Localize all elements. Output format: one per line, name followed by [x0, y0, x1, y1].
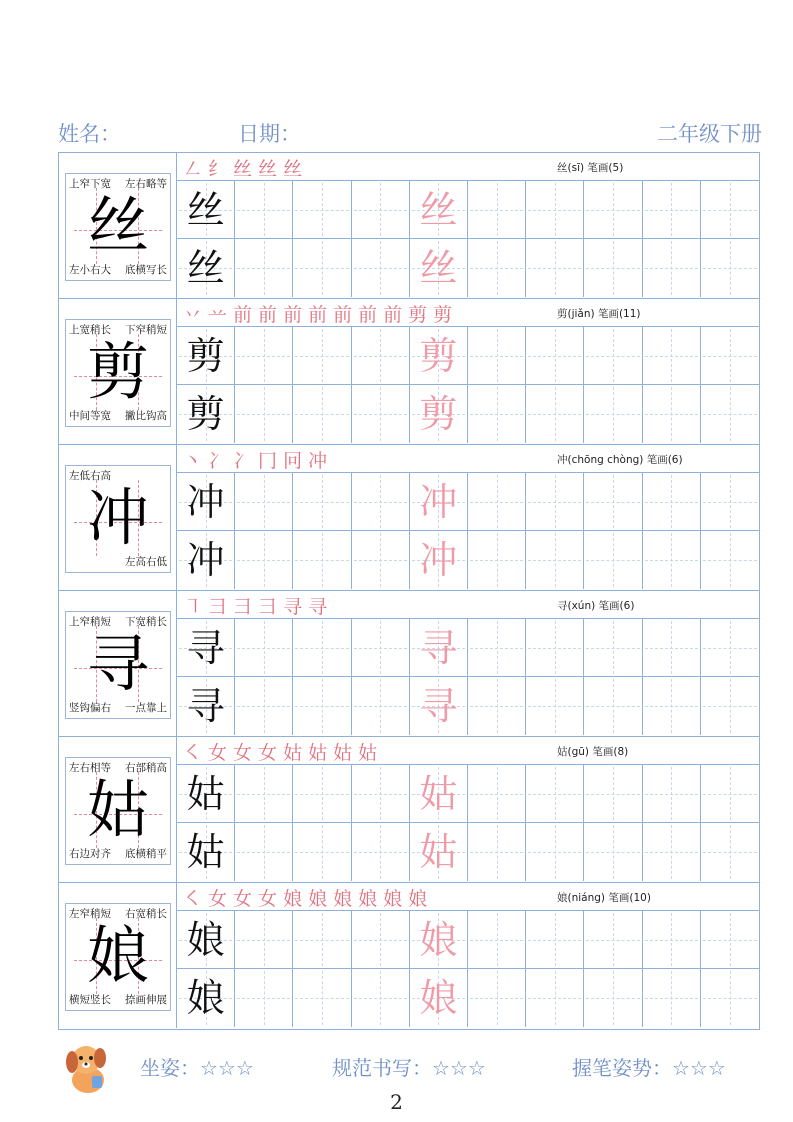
grade-label: 二年级下册	[657, 122, 762, 146]
practice-row	[177, 181, 759, 239]
practice-cell[interactable]	[701, 911, 759, 968]
practice-cell[interactable]	[701, 181, 759, 238]
stroke-step: 女	[208, 742, 234, 764]
practice-row	[177, 969, 759, 1027]
practice-cell[interactable]	[177, 385, 235, 443]
stroke-step: 姑	[308, 742, 334, 764]
example-character: 冲	[186, 480, 225, 524]
practice-cell[interactable]	[177, 677, 235, 735]
practice-cell[interactable]	[177, 181, 235, 238]
char-guide-card	[65, 611, 171, 719]
model-character: 冲	[86, 481, 149, 554]
practice-cell[interactable]	[643, 765, 701, 822]
practice-cell[interactable]	[293, 677, 351, 735]
puppy-mascot-icon	[58, 1040, 116, 1096]
stroke-step: ㇛	[183, 888, 209, 910]
practice-cell[interactable]	[584, 385, 642, 443]
char-guide-cell	[59, 737, 177, 882]
writing-tip: 左小右大	[69, 264, 111, 276]
stroke-step: 剪	[408, 304, 434, 326]
stroke-step: 前	[233, 304, 259, 326]
char-guide-card	[65, 903, 171, 1011]
stroke-order-row	[177, 737, 759, 765]
practice-sheet	[58, 152, 760, 1030]
stroke-step: 女	[258, 742, 284, 764]
example-character: 冲	[186, 538, 225, 582]
practice-cell[interactable]	[643, 823, 701, 881]
stroke-step: 前	[258, 304, 284, 326]
practice-cell[interactable]	[701, 239, 759, 297]
practice-cell[interactable]	[293, 619, 351, 676]
practice-cell[interactable]	[177, 969, 235, 1027]
stroke-sequence	[183, 446, 333, 473]
stroke-step: 彐	[258, 596, 284, 618]
char-block	[59, 737, 759, 883]
model-character: 剪	[86, 335, 149, 408]
practice-cell[interactable]	[584, 181, 642, 238]
stroke-step: 寻	[283, 596, 309, 618]
footer-ratings	[58, 1040, 762, 1092]
practice-cell[interactable]	[468, 969, 526, 1027]
practice-cell[interactable]	[584, 911, 642, 968]
rating-posture: 坐姿：☆☆☆	[140, 1056, 254, 1080]
practice-cell[interactable]	[235, 531, 293, 589]
writing-tip: 上窄稍短	[69, 616, 111, 628]
practice-cell[interactable]	[643, 327, 701, 384]
practice-cell[interactable]	[701, 531, 759, 589]
practice-cell[interactable]	[526, 385, 584, 443]
example-character: 剪	[186, 334, 225, 378]
practice-cell[interactable]	[410, 911, 468, 968]
practice-cell[interactable]	[643, 473, 701, 530]
stroke-step: 丶	[183, 450, 209, 472]
char-block	[59, 445, 759, 591]
char-guide-card	[65, 173, 171, 281]
practice-cell[interactable]	[526, 619, 584, 676]
practice-cell[interactable]	[701, 969, 759, 1027]
example-character: 寻	[186, 626, 225, 670]
practice-cell[interactable]	[177, 531, 235, 589]
writing-tip: 中间等宽	[69, 410, 111, 422]
practice-cell[interactable]	[468, 385, 526, 443]
practice-cell[interactable]	[293, 969, 351, 1027]
practice-cell[interactable]	[235, 181, 293, 238]
practice-cell[interactable]	[468, 765, 526, 822]
stroke-step: 丝	[233, 158, 259, 180]
stroke-step: 前	[333, 304, 359, 326]
practice-cell[interactable]	[584, 619, 642, 676]
practice-cell[interactable]	[293, 473, 351, 530]
practice-cell[interactable]	[352, 239, 410, 297]
model-character: 娘	[86, 919, 149, 992]
practice-cell[interactable]	[584, 765, 642, 822]
date-label: 日期：	[238, 122, 301, 146]
practice-cell[interactable]	[584, 531, 642, 589]
writing-tip: 左窄稍短	[69, 908, 111, 920]
practice-cell[interactable]	[293, 239, 351, 297]
practice-cell[interactable]	[526, 239, 584, 297]
practice-row	[177, 911, 759, 969]
practice-cell[interactable]	[468, 181, 526, 238]
practice-cell[interactable]	[410, 619, 468, 676]
example-character: 娘	[186, 918, 225, 962]
stroke-step: 娘	[283, 888, 309, 910]
stroke-sequence	[183, 154, 308, 181]
stroke-step: 纟	[208, 158, 234, 180]
stroke-order-row	[177, 299, 759, 327]
practice-row	[177, 473, 759, 531]
trace-character: 剪	[419, 392, 458, 436]
stroke-step: ㇛	[183, 742, 209, 764]
practice-cell[interactable]	[526, 181, 584, 238]
char-info: 冲(chōng chòng) 笔画(6)	[557, 454, 683, 466]
trace-character: 娘	[419, 976, 458, 1020]
stroke-step: 前	[383, 304, 409, 326]
model-character: 寻	[86, 627, 149, 700]
stroke-sequence	[183, 884, 433, 911]
practice-cell[interactable]	[526, 823, 584, 881]
writing-tip: 右宽稍长	[125, 908, 167, 920]
practice-cell[interactable]	[235, 327, 293, 384]
practice-cell[interactable]	[177, 823, 235, 881]
stroke-step: ㇜	[183, 158, 209, 180]
stroke-step: 冂	[258, 450, 284, 472]
stroke-step: 丝	[283, 158, 309, 180]
practice-cell[interactable]	[584, 327, 642, 384]
practice-cell[interactable]	[701, 385, 759, 443]
practice-cell[interactable]	[177, 765, 235, 822]
practice-cell[interactable]	[352, 969, 410, 1027]
practice-row	[177, 619, 759, 677]
practice-cell[interactable]	[235, 823, 293, 881]
char-block	[59, 299, 759, 445]
practice-cell[interactable]	[526, 677, 584, 735]
practice-cell[interactable]	[293, 181, 351, 238]
stroke-step: 剪	[433, 304, 459, 326]
example-character: 寻	[186, 684, 225, 728]
stroke-order-row	[177, 591, 759, 619]
char-info: 丝(sī) 笔画(5)	[557, 162, 624, 174]
practice-row	[177, 385, 759, 443]
stroke-order-row	[177, 445, 759, 473]
stroke-step: 䒑	[208, 304, 234, 326]
practice-cell[interactable]	[468, 677, 526, 735]
example-character: 娘	[186, 976, 225, 1020]
practice-cell[interactable]	[643, 385, 701, 443]
practice-cell[interactable]	[701, 327, 759, 384]
stroke-step: 冋	[283, 450, 309, 472]
stroke-step: 娘	[383, 888, 409, 910]
practice-cell[interactable]	[410, 531, 468, 589]
example-character: 丝	[186, 188, 225, 232]
writing-tip: 左低右高	[69, 470, 111, 482]
practice-cell[interactable]	[643, 181, 701, 238]
practice-cell[interactable]	[410, 969, 468, 1027]
practice-cell[interactable]	[468, 619, 526, 676]
practice-cell[interactable]	[352, 765, 410, 822]
practice-cell[interactable]	[293, 385, 351, 443]
stroke-step: 娘	[358, 888, 384, 910]
practice-cell[interactable]	[235, 473, 293, 530]
practice-cell[interactable]	[643, 911, 701, 968]
practice-cell[interactable]	[177, 619, 235, 676]
practice-cell[interactable]	[235, 619, 293, 676]
char-info: 剪(jiǎn) 笔画(11)	[557, 308, 641, 320]
stroke-step: 女	[233, 888, 259, 910]
practice-cell[interactable]	[584, 677, 642, 735]
writing-tip: 左右略等	[125, 178, 167, 190]
stroke-step: 彐	[233, 596, 259, 618]
stroke-sequence	[183, 738, 383, 765]
rating-writing: 规范书写：☆☆☆	[332, 1056, 486, 1080]
stroke-step: 娘	[333, 888, 359, 910]
practice-cell[interactable]	[410, 327, 468, 384]
practice-cell[interactable]	[235, 239, 293, 297]
practice-cell[interactable]	[643, 969, 701, 1027]
practice-cell[interactable]	[352, 911, 410, 968]
stroke-step: 丝	[258, 158, 284, 180]
stroke-step: 寻	[308, 596, 334, 618]
stroke-step: 前	[358, 304, 384, 326]
practice-cell[interactable]	[526, 473, 584, 530]
trace-character: 姑	[419, 772, 458, 816]
practice-cell[interactable]	[468, 473, 526, 530]
practice-cell[interactable]	[643, 239, 701, 297]
practice-cell[interactable]	[526, 531, 584, 589]
stroke-step: 娘	[308, 888, 334, 910]
page-number: 2	[390, 1090, 403, 1114]
stroke-order-row	[177, 153, 759, 181]
practice-cell[interactable]	[235, 969, 293, 1027]
writing-tip: 底横稍平	[125, 848, 167, 860]
trace-character: 冲	[419, 480, 458, 524]
practice-cell[interactable]	[526, 969, 584, 1027]
writing-tip: 竖钩偏右	[69, 702, 111, 714]
practice-cell[interactable]	[701, 619, 759, 676]
writing-tip: 横短竖长	[69, 994, 111, 1006]
writing-tip: 左高右低	[125, 556, 167, 568]
stroke-step: 姑	[358, 742, 384, 764]
practice-cell[interactable]	[352, 823, 410, 881]
stroke-step: 姑	[333, 742, 359, 764]
trace-character: 冲	[419, 538, 458, 582]
trace-character: 丝	[419, 246, 458, 290]
practice-cell[interactable]	[468, 531, 526, 589]
practice-cell[interactable]	[352, 619, 410, 676]
practice-row	[177, 823, 759, 881]
char-guide-cell	[59, 591, 177, 736]
stroke-order-row	[177, 883, 759, 911]
char-info: 娘(niáng) 笔画(10)	[557, 892, 651, 904]
practice-row	[177, 677, 759, 735]
practice-cell[interactable]	[177, 473, 235, 530]
practice-cell[interactable]	[643, 677, 701, 735]
practice-cell[interactable]	[410, 385, 468, 443]
practice-cell[interactable]	[177, 327, 235, 384]
practice-row	[177, 531, 759, 589]
writing-tip: 捺画伸展	[125, 994, 167, 1006]
char-block	[59, 883, 759, 1029]
practice-cell[interactable]	[584, 823, 642, 881]
example-character: 姑	[186, 772, 225, 816]
char-guide-cell	[59, 883, 177, 1028]
practice-cell[interactable]	[352, 531, 410, 589]
practice-cell[interactable]	[235, 911, 293, 968]
practice-cell[interactable]	[293, 765, 351, 822]
writing-tip: 底横写长	[125, 264, 167, 276]
practice-cell[interactable]	[352, 473, 410, 530]
stroke-step: ㇕	[183, 596, 209, 618]
stroke-step: 冫	[233, 450, 259, 472]
trace-character: 寻	[419, 684, 458, 728]
char-guide-cell	[59, 445, 177, 590]
trace-character: 寻	[419, 626, 458, 670]
practice-cell[interactable]	[293, 531, 351, 589]
char-guide-cell	[59, 153, 177, 298]
model-character: 姑	[86, 773, 149, 846]
practice-cell[interactable]	[643, 531, 701, 589]
char-guide-card	[65, 757, 171, 865]
writing-tip: 下宽稍长	[125, 616, 167, 628]
writing-tip: 上窄下宽	[69, 178, 111, 190]
practice-cell[interactable]	[526, 765, 584, 822]
practice-row	[177, 239, 759, 297]
practice-cell[interactable]	[701, 823, 759, 881]
practice-cell[interactable]	[410, 765, 468, 822]
char-guide-card	[65, 465, 171, 573]
stroke-sequence	[183, 300, 458, 327]
model-character: 丝	[86, 189, 149, 262]
char-guide-cell	[59, 299, 177, 444]
worksheet-header	[58, 118, 762, 152]
practice-cell[interactable]	[701, 765, 759, 822]
practice-cell[interactable]	[701, 473, 759, 530]
practice-cell[interactable]	[526, 327, 584, 384]
practice-cell[interactable]	[235, 765, 293, 822]
practice-cell[interactable]	[468, 823, 526, 881]
stroke-step: 娘	[408, 888, 434, 910]
writing-tip: 下窄稍短	[125, 324, 167, 336]
stroke-step: 女	[258, 888, 284, 910]
practice-cell[interactable]	[293, 327, 351, 384]
practice-cell[interactable]	[468, 327, 526, 384]
stroke-step: 冲	[308, 450, 334, 472]
practice-cell[interactable]	[352, 385, 410, 443]
example-character: 丝	[186, 246, 225, 290]
writing-tip: 一点靠上	[125, 702, 167, 714]
stroke-step: 姑	[283, 742, 309, 764]
practice-cell[interactable]	[526, 911, 584, 968]
practice-cell[interactable]	[235, 677, 293, 735]
trace-character: 丝	[419, 188, 458, 232]
trace-character: 剪	[419, 334, 458, 378]
practice-cell[interactable]	[468, 911, 526, 968]
practice-cell[interactable]	[352, 327, 410, 384]
practice-cell[interactable]	[584, 969, 642, 1027]
practice-row	[177, 765, 759, 823]
char-block	[59, 591, 759, 737]
practice-cell[interactable]	[293, 823, 351, 881]
practice-cell[interactable]	[584, 239, 642, 297]
practice-cell[interactable]	[177, 911, 235, 968]
practice-cell[interactable]	[410, 677, 468, 735]
char-info: 姑(gū) 笔画(8)	[557, 746, 629, 758]
stroke-step: 前	[283, 304, 309, 326]
practice-cell[interactable]	[293, 911, 351, 968]
writing-tip: 右部稍高	[125, 762, 167, 774]
example-character: 姑	[186, 830, 225, 874]
char-block	[59, 153, 759, 299]
name-label: 姓名：	[58, 122, 121, 146]
stroke-step: 女	[208, 888, 234, 910]
rating-grip: 握笔姿势：☆☆☆	[572, 1056, 726, 1080]
writing-tip: 右边对齐	[69, 848, 111, 860]
char-info: 寻(xún) 笔画(6)	[557, 600, 635, 612]
example-character: 剪	[186, 392, 225, 436]
stroke-sequence	[183, 592, 333, 619]
stroke-step: 女	[233, 742, 259, 764]
stroke-step: 丷	[183, 304, 209, 326]
stroke-step: 前	[308, 304, 334, 326]
practice-cell[interactable]	[410, 181, 468, 238]
trace-character: 姑	[419, 830, 458, 874]
stroke-step: 彐	[208, 596, 234, 618]
practice-cell[interactable]	[410, 823, 468, 881]
practice-cell[interactable]	[410, 239, 468, 297]
practice-row	[177, 327, 759, 385]
practice-cell[interactable]	[410, 473, 468, 530]
trace-character: 娘	[419, 918, 458, 962]
practice-cell[interactable]	[468, 239, 526, 297]
writing-tip: 撇比钩高	[125, 410, 167, 422]
char-guide-card	[65, 319, 171, 427]
practice-cell[interactable]	[177, 239, 235, 297]
practice-cell[interactable]	[701, 677, 759, 735]
writing-tip: 左右相等	[69, 762, 111, 774]
practice-cell[interactable]	[352, 677, 410, 735]
practice-cell[interactable]	[643, 619, 701, 676]
stroke-step: 冫	[208, 450, 234, 472]
writing-tip: 上宽稍长	[69, 324, 111, 336]
practice-cell[interactable]	[584, 473, 642, 530]
practice-cell[interactable]	[352, 181, 410, 238]
practice-cell[interactable]	[235, 385, 293, 443]
